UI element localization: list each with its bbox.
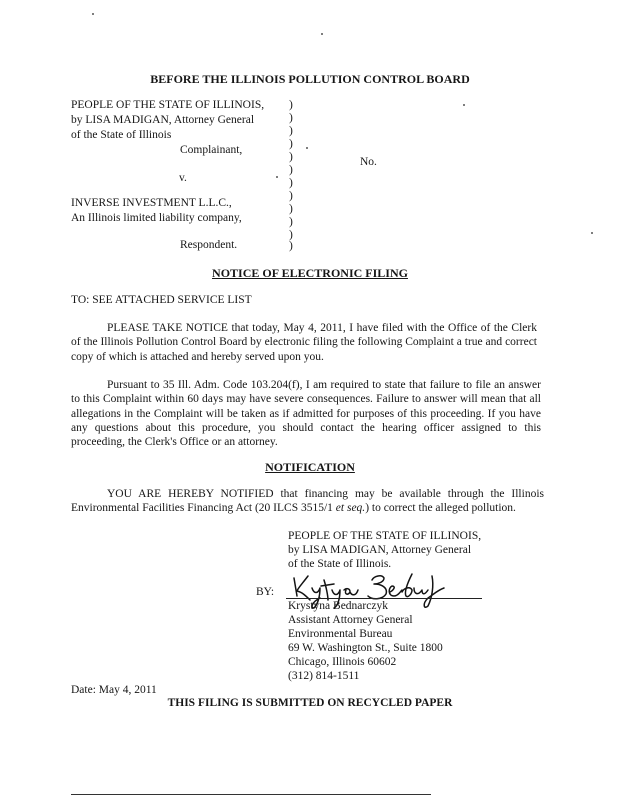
complainant-line: by LISA MADIGAN, Attorney General <box>71 114 255 126</box>
complainant-role: Complainant, <box>180 144 243 156</box>
signer-name: Krystyna Bednarczyk <box>288 600 388 612</box>
case-number-label: No. <box>360 156 377 168</box>
bracket-mark: ) <box>289 229 293 241</box>
bracket-mark: ) <box>289 99 293 111</box>
scan-speck <box>276 176 278 178</box>
respondent-line: INVERSE INVESTMENT L.L.C., <box>71 197 232 209</box>
signer-title: Assistant Attorney General <box>288 614 413 626</box>
scan-speck <box>92 13 94 15</box>
complainant-line: PEOPLE OF THE STATE OF ILLINOIS, <box>71 99 265 111</box>
notification-heading: NOTIFICATION <box>265 460 355 474</box>
bracket-mark: ) <box>289 177 293 189</box>
date-line: Date: May 4, 2011 <box>71 684 157 696</box>
bracket-mark: ) <box>289 112 293 124</box>
complainant-line: of the State of Illinois <box>71 129 172 141</box>
scan-speck <box>591 232 593 234</box>
scan-speck <box>463 104 465 106</box>
recycled-paper-notice: THIS FILING IS SUBMITTED ON RECYCLED PAPER <box>167 697 453 709</box>
bracket-mark: ) <box>289 125 293 137</box>
notice-lead: PLEASE TAKE NOTICE <box>107 322 228 334</box>
respondent-line: An Illinois limited liability company, <box>71 212 242 224</box>
signer-city: Chicago, Illinois 60602 <box>288 656 397 668</box>
board-title: BEFORE THE ILLINOIS POLLUTION CONTROL BOARD <box>150 72 470 86</box>
bracket-mark: ) <box>289 164 293 176</box>
citation-italic: et seq. <box>335 502 366 515</box>
signature-rule <box>286 598 482 599</box>
signer-bureau: Environmental Bureau <box>288 628 393 640</box>
party-line: of the State of Illinois. <box>288 558 392 570</box>
notice-paragraph <box>71 321 537 364</box>
footer-rule <box>71 794 431 795</box>
answer-paragraph: Pursuant to 35 Ill. Adm. Code 103.204(f), I am required to state that failure to file an answer to this Complaint within 60 days may have severe consequences. Failure to answer will mean that all allegations in the Complaint will be taken as if admitted for purposes of this proceeding. If you have any questions about this procedure, you should contact the hearing officer assigned to this proceeding, the Clerk's Office or an attorney. <box>71 379 541 449</box>
versus-label: v. <box>179 172 187 184</box>
notice-heading: NOTICE OF ELECTRONIC FILING <box>212 266 408 280</box>
bracket-mark: ) <box>289 138 293 150</box>
signer-phone: (312) 814-1511 <box>288 670 360 682</box>
bracket-mark: ) <box>289 216 293 228</box>
scan-speck <box>306 147 308 149</box>
scan-speck <box>321 33 323 35</box>
bracket-mark: ) <box>289 190 293 202</box>
service-list-line: TO: SEE ATTACHED SERVICE LIST <box>71 294 252 306</box>
notification-paragraph: YOU ARE HEREBY NOTIFIED that financing may be available through the Illinois Environmental Facilities Financing Act (20 ILCS 3515/1 et seq.) to correct the alleged pollution. <box>71 488 544 515</box>
bracket-mark: ) <box>289 240 293 252</box>
respondent-role: Respondent. <box>180 239 238 251</box>
party-line: by LISA MADIGAN, Attorney General <box>288 544 472 556</box>
signer-address: 69 W. Washington St., Suite 1800 <box>288 642 443 654</box>
bracket-mark: ) <box>289 203 293 215</box>
by-label: BY: <box>256 586 275 598</box>
party-line: PEOPLE OF THE STATE OF ILLINOIS, <box>288 530 482 542</box>
bracket-mark: ) <box>289 151 293 163</box>
notification-lead: YOU ARE HEREBY NOTIFIED <box>107 488 274 500</box>
notice-text: that today, May 4, 2011, I have filed with the Office of the Clerk of the Illinois Pollution Control Board by electronic filing the following Complaint a true and correct copy of which is attached and hereby served upon you. <box>71 322 537 363</box>
